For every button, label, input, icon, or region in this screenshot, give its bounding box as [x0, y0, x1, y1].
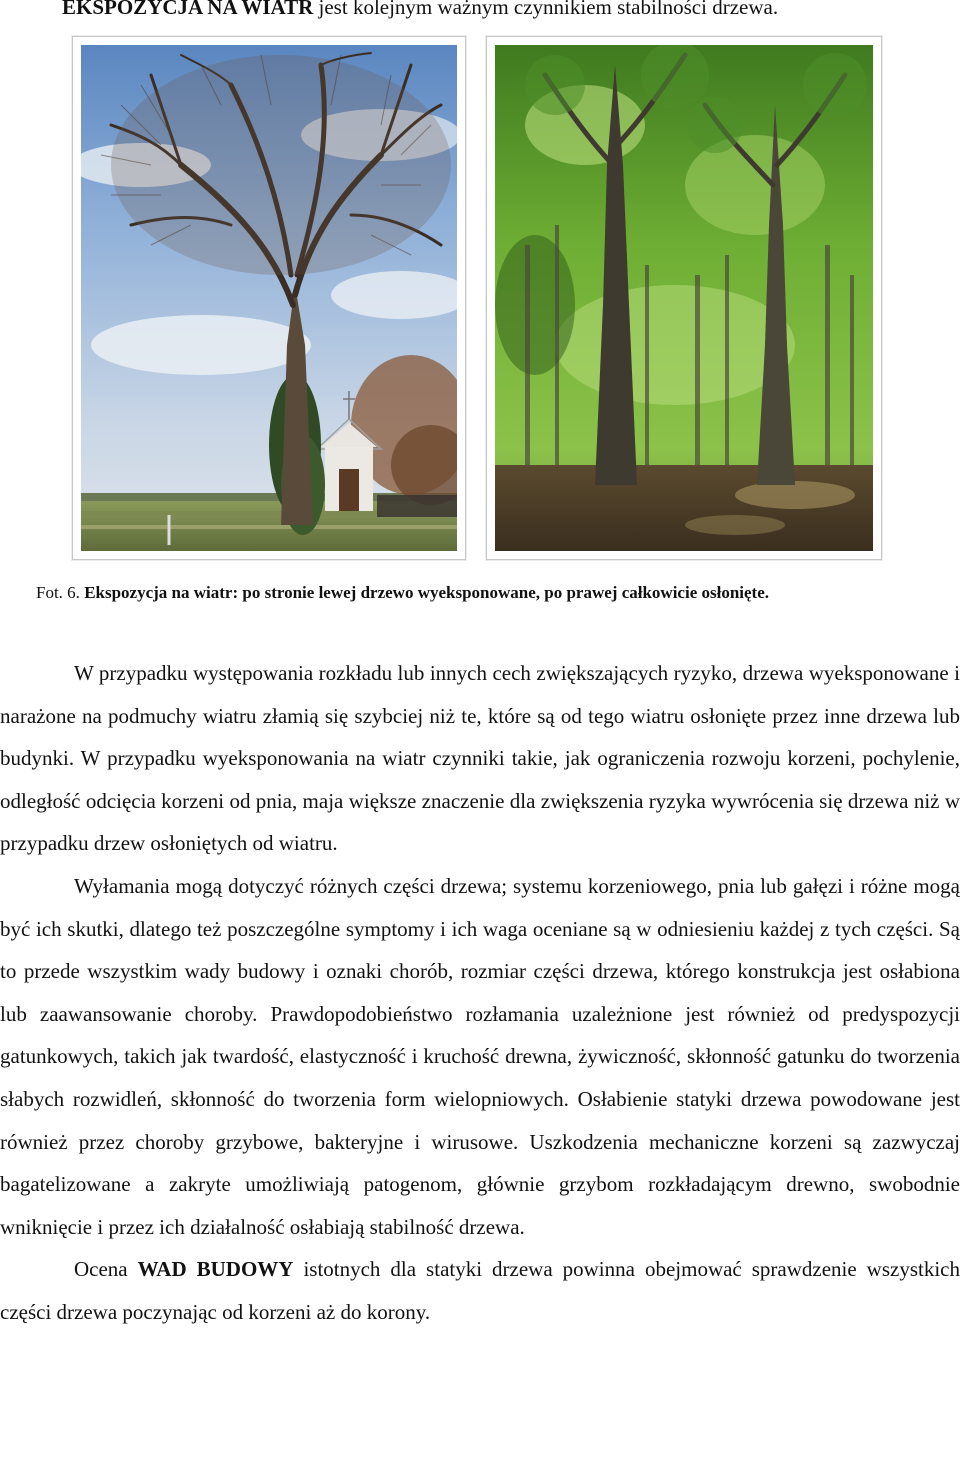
exposed-tree-photo — [72, 36, 466, 560]
caption-prefix: Fot. 6. — [36, 583, 85, 602]
p3-prefix: Ocena — [74, 1257, 138, 1282]
p3-rest: istotnych dla statyki drzewa powinna obejmować sprawdzenie wszystkich części drzewa poczynając od korzeni aż do korony. — [0, 1257, 960, 1324]
intro-line — [62, 0, 942, 20]
caption-bold: Ekspozycja na wiatr: po stronie lewej drzewo wyeksponowane, po prawej całkowicie osłonięte. — [84, 583, 770, 602]
sheltered-forest-photo — [486, 36, 882, 560]
intro-rest: jest kolejnym ważnym czynnikiem stabilności drzewa. — [313, 0, 779, 19]
paragraph-1: W przypadku występowania rozkładu lub innych cech zwiększających ryzyko, drzewa wyeksponowane i narażone na podmuchy wiatru złamią się szybciej niż te, które są od tego wiatru osłonięte przez inne drzewa lub budynki. W przypadku wyeksponowania na wiatr czynniki takie, jak ograniczenia rozwoju korzeni, pochylenie, odległość odcięcia korzeni od pnia, maja większe znaczenie dla zwiększenia ryzyka wywrócenia się drzewa niż w przypadku drzew osłoniętych od wiatru. — [0, 661, 960, 856]
exposed-tree-illustration — [81, 45, 457, 551]
p3-bold: WAD BUDOWY — [137, 1257, 294, 1282]
article-body — [0, 652, 960, 1334]
intro-bold: EKSPOZYCJA NA WIATR — [62, 0, 314, 19]
forest-illustration — [495, 45, 873, 551]
figure-caption — [36, 582, 936, 604]
paragraph-3 — [0, 1248, 960, 1333]
paragraph-2: Wyłamania mogą dotyczyć różnych części drzewa; systemu korzeniowego, pnia lub gałęzi i różne mogą być ich skutki, dlatego też poszczególne symptomy i ich waga oceniane są w odniesieniu każdej z tych części. Są to przede wszystkim wady budowy i oznaki chorób, rozmiar części drzewa, którego konstrukcja jest osłabiona lub zaawansowanie choroby. Prawdopodobieństwo rozłamania uzależnione jest również od predyspozycji gatunkowych, takich jak twardość, elastyczność i kruchość drewna, żywiczność, skłonność gatunku do tworzenia słabych rozwidleń, skłonność do tworzenia form wielopniowych. Osłabienie statyki drzewa powodowane jest również przez choroby grzybowe, bakteryjne i wirusowe. Uszkodzenia mechaniczne korzeni są zazwyczaj bagatelizowane a zakryte umożliwiają patogenom, głównie grzybom rozkładającym drewno, swobodnie wniknięcie i przez ich działalność osłabiają stabilność drzewa. — [0, 873, 960, 1239]
